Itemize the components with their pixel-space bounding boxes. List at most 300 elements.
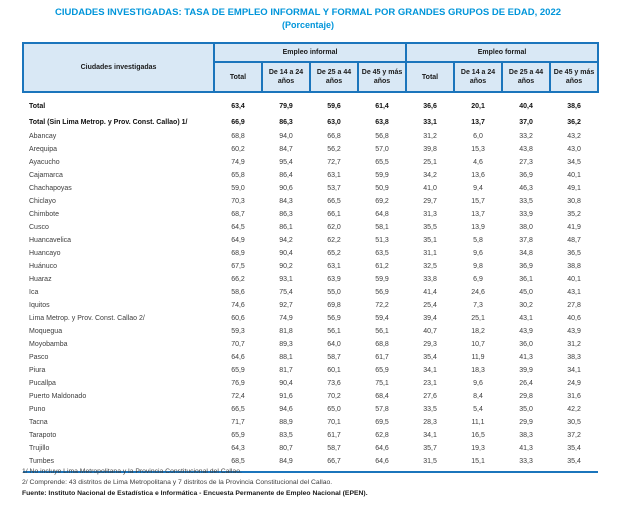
cell-value: 59,6 <box>327 102 341 110</box>
cell-value: 28,3 <box>423 419 437 426</box>
row-label: Tumbes <box>23 455 214 472</box>
cell-value: 29,7 <box>423 198 437 205</box>
cell-value: 56,9 <box>375 289 389 296</box>
row-label: Tarapoto <box>29 432 57 439</box>
cell-value: 35,2 <box>567 211 581 218</box>
cell-value: 65,2 <box>327 250 341 257</box>
cell-value: 34,1 <box>567 367 581 374</box>
cell-value: 15,1 <box>454 455 502 472</box>
cell-value: 43,1 <box>519 315 533 322</box>
cell-value: 73,6 <box>327 380 341 387</box>
column-header-0-1: De 14 a 24 años <box>262 62 310 92</box>
cell-value: 36,9 <box>519 172 533 179</box>
group-header-1: Empleo formal <box>406 43 598 62</box>
cell-value: 4,6 <box>473 159 483 166</box>
cell-value: 72,4 <box>231 393 245 400</box>
cell-value: 80,7 <box>279 445 293 452</box>
cell-value: 63,4 <box>231 102 245 110</box>
cell-value: 53,7 <box>327 185 341 192</box>
cell-value: 31,5 <box>406 455 454 472</box>
table-row <box>23 260 598 273</box>
cell-value: 81,8 <box>279 328 293 335</box>
cell-value: 9,8 <box>473 263 483 270</box>
cell-value: 86,1 <box>279 224 293 231</box>
table-row <box>23 208 598 221</box>
column-header-0-3: De 45 y más años <box>358 62 406 92</box>
row-label: Piura <box>29 367 46 374</box>
table-row <box>23 286 598 299</box>
cell-value: 15,7 <box>471 198 485 205</box>
cell-value: 36,5 <box>567 250 581 257</box>
table-row <box>23 442 598 455</box>
cell-value: 65,9 <box>375 367 389 374</box>
cell-value: 86,3 <box>279 211 293 218</box>
cell-value: 89,3 <box>279 341 293 348</box>
cell-value: 43,9 <box>519 328 533 335</box>
cell-value: 46,3 <box>519 185 533 192</box>
cell-value: 58,7 <box>327 445 341 452</box>
group-header-0: Empleo informal <box>214 43 406 62</box>
cell-value: 34,8 <box>519 250 533 257</box>
cell-value: 66,9 <box>231 118 245 126</box>
cell-value: 74,9 <box>279 315 293 322</box>
cell-value: 64,9 <box>231 237 245 244</box>
column-header-1-3: De 45 y más años <box>550 62 598 92</box>
cell-value: 26,4 <box>519 380 533 387</box>
cell-value: 11,1 <box>471 419 485 426</box>
cell-value: 64,5 <box>231 224 245 231</box>
table-row <box>23 364 598 377</box>
cell-value: 37,2 <box>567 432 581 439</box>
cell-value: 35,4 <box>423 354 437 361</box>
cell-value: 33,5 <box>519 198 533 205</box>
cell-value: 65,8 <box>231 172 245 179</box>
cell-value: 25,1 <box>471 315 485 322</box>
cell-value: 72,2 <box>375 302 389 309</box>
page-title: CIUDADES INVESTIGADAS: TASA DE EMPLEO INFORMAL Y FORMAL POR GRANDES GRUPOS DE EDAD, 2022 <box>54 7 562 18</box>
cell-value: 48,7 <box>567 237 581 244</box>
cell-value: 41,3 <box>519 445 533 452</box>
cell-value: 70,2 <box>327 393 341 400</box>
cell-value: 29,3 <box>423 341 437 348</box>
cell-value: 9,4 <box>473 185 483 192</box>
cell-value: 65,9 <box>231 367 245 374</box>
cell-value: 41,3 <box>519 354 533 361</box>
cell-value: 56,1 <box>375 328 389 335</box>
table-row <box>23 416 598 429</box>
cell-value: 34,1 <box>423 432 437 439</box>
cell-value: 64,3 <box>231 445 245 452</box>
cell-value: 31,6 <box>567 393 581 400</box>
cell-value: 58,6 <box>231 289 245 296</box>
cell-value: 66,8 <box>327 133 341 140</box>
cell-value: 64,8 <box>375 211 389 218</box>
row-label: Ica <box>29 289 39 296</box>
row-label: Iquitos <box>29 302 50 309</box>
title-block <box>0 7 616 31</box>
table-row <box>23 92 598 114</box>
cell-value: 35,4 <box>567 445 581 452</box>
table-row <box>23 234 598 247</box>
cell-value: 27,3 <box>519 159 533 166</box>
cell-value: 9,6 <box>473 380 483 387</box>
cell-value: 30,5 <box>567 419 581 426</box>
cell-value: 86,3 <box>279 118 293 126</box>
cell-value: 86,4 <box>279 172 293 179</box>
cell-value: 7,3 <box>473 302 483 309</box>
cell-value: 5,4 <box>473 406 483 413</box>
cell-value: 23,1 <box>423 380 437 387</box>
cell-value: 55,0 <box>327 289 341 296</box>
cell-value: 84,3 <box>279 198 293 205</box>
cell-value: 37,0 <box>519 118 533 126</box>
table-row <box>23 273 598 286</box>
cell-value: 33,8 <box>423 276 437 283</box>
table-row <box>23 299 598 312</box>
cell-value: 40,1 <box>567 172 581 179</box>
row-label: Cajamarca <box>29 172 63 179</box>
cell-value: 75,4 <box>279 289 293 296</box>
cell-value: 36,1 <box>519 276 533 283</box>
cell-value: 35,5 <box>423 224 437 231</box>
cell-value: 40,4 <box>519 102 533 110</box>
cell-value: 39,8 <box>423 146 437 153</box>
row-label: Lima Metrop. y Prov. Const. Callao 2/ <box>29 315 145 322</box>
cell-value: 62,0 <box>327 224 341 231</box>
cell-value: 13,9 <box>471 224 485 231</box>
cell-value: 33,9 <box>519 211 533 218</box>
cell-value: 66,5 <box>327 198 341 205</box>
table-row <box>23 195 598 208</box>
cell-value: 29,9 <box>519 419 533 426</box>
table-row <box>23 338 598 351</box>
row-label: Chiclayo <box>29 198 56 205</box>
cell-value: 36,0 <box>519 341 533 348</box>
cell-value: 57,0 <box>375 146 389 153</box>
row-label: Moquegua <box>29 328 63 335</box>
cell-value: 94,2 <box>279 237 293 244</box>
row-label: Abancay <box>29 133 57 140</box>
cell-value: 56,8 <box>375 133 389 140</box>
cell-value: 63,1 <box>327 172 341 179</box>
cell-value: 79,9 <box>279 102 293 110</box>
cell-value: 13,7 <box>471 211 485 218</box>
cell-value: 68,8 <box>231 133 245 140</box>
cell-value: 34,2 <box>423 172 437 179</box>
cell-value: 75,1 <box>375 380 389 387</box>
cell-value: 60,6 <box>231 315 245 322</box>
cell-value: 69,8 <box>327 302 341 309</box>
row-header-cell: Ciudades investigadas <box>23 43 214 92</box>
cell-value: 62,8 <box>375 432 389 439</box>
table-row <box>23 169 598 182</box>
table-row <box>23 247 598 260</box>
cell-value: 64,6 <box>231 354 245 361</box>
row-label: Ayacucho <box>29 159 60 166</box>
cell-value: 24,9 <box>567 380 581 387</box>
cell-value: 33,3 <box>502 455 550 472</box>
cell-value: 66,1 <box>327 211 341 218</box>
cell-value: 72,7 <box>327 159 341 166</box>
cell-value: 43,0 <box>567 146 581 153</box>
cell-value: 56,9 <box>327 315 341 322</box>
row-label: Total (Sin Lima Metrop. y Prov. Const. Callao) 1/ <box>29 118 188 126</box>
cell-value: 68,8 <box>375 341 389 348</box>
cell-value: 59,9 <box>375 276 389 283</box>
cell-value: 65,5 <box>375 159 389 166</box>
cell-value: 38,8 <box>567 263 581 270</box>
cell-value: 13,6 <box>471 172 485 179</box>
cell-value: 94,0 <box>279 133 293 140</box>
column-header-1-0: Total <box>406 62 454 92</box>
cell-value: 10,7 <box>471 341 485 348</box>
cell-value: 57,8 <box>375 406 389 413</box>
cell-value: 41,9 <box>567 224 581 231</box>
cell-value: 63,9 <box>327 276 341 283</box>
cell-value: 38,3 <box>567 354 581 361</box>
cell-value: 41,4 <box>423 289 437 296</box>
cell-value: 40,6 <box>567 315 581 322</box>
row-label: Pasco <box>29 354 49 361</box>
row-label: Huaraz <box>29 276 52 283</box>
row-label: Puerto Maldonado <box>29 393 87 400</box>
cell-value: 30,8 <box>567 198 581 205</box>
cell-value: 63,8 <box>375 118 389 126</box>
footnote-1: 1/ No incluye Lima Metropolitana y la Provincia Constitucional del Callao. <box>22 468 242 475</box>
cell-value: 16,5 <box>471 432 485 439</box>
cell-value: 63,0 <box>327 118 341 126</box>
cell-value: 33,2 <box>519 133 533 140</box>
cell-value: 64,6 <box>375 445 389 452</box>
cell-value: 56,2 <box>327 146 341 153</box>
cell-value: 66,2 <box>231 276 245 283</box>
cell-value: 40,7 <box>423 328 437 335</box>
cell-value: 20,1 <box>471 102 485 110</box>
cell-value: 59,3 <box>231 328 245 335</box>
cell-value: 91,6 <box>279 393 293 400</box>
cell-value: 68,9 <box>231 250 245 257</box>
cell-value: 19,3 <box>471 445 485 452</box>
cell-value: 67,5 <box>231 263 245 270</box>
row-label: Pucallpa <box>29 380 56 387</box>
cell-value: 49,1 <box>567 185 581 192</box>
cell-value: 64,6 <box>358 455 406 472</box>
cell-value: 50,9 <box>375 185 389 192</box>
cell-value: 90,6 <box>279 185 293 192</box>
cell-value: 33,5 <box>423 406 437 413</box>
table-row <box>23 390 598 403</box>
table-row <box>23 403 598 416</box>
cell-value: 66,5 <box>231 406 245 413</box>
cell-value: 74,9 <box>231 159 245 166</box>
cell-value: 25,4 <box>423 302 437 309</box>
cell-value: 29,8 <box>519 393 533 400</box>
cell-value: 61,7 <box>375 354 389 361</box>
cell-value: 32,5 <box>423 263 437 270</box>
cell-value: 8,4 <box>473 393 483 400</box>
row-label: Arequipa <box>29 146 58 153</box>
cell-value: 31,3 <box>423 211 437 218</box>
cell-value: 31,1 <box>423 250 437 257</box>
cell-value: 71,7 <box>231 419 245 426</box>
cell-value: 5,8 <box>473 237 483 244</box>
table-body <box>23 92 598 472</box>
cell-value: 76,9 <box>231 380 245 387</box>
column-header-1-2: De 25 a 44 años <box>502 62 550 92</box>
row-label: Tacna <box>29 419 48 426</box>
cell-value: 25,1 <box>423 159 437 166</box>
data-table <box>22 42 599 473</box>
source-note: Fuente: Instituto Nacional de Estadística e Informática - Encuesta Permanente de Empleo Nacional (EPEN). <box>22 490 368 497</box>
footnote-2: 2/ Comprende: 43 distritos de Lima Metropolitana y 7 distritos de la Provincia Constitucional del Callao. <box>22 479 333 486</box>
cell-value: 56,1 <box>327 328 341 335</box>
cell-value: 92,7 <box>279 302 293 309</box>
row-label: Moyobamba <box>29 341 68 348</box>
cell-value: 43,9 <box>567 328 581 335</box>
cell-value: 58,1 <box>375 224 389 231</box>
cell-value: 24,6 <box>471 289 485 296</box>
cell-value: 51,3 <box>375 237 389 244</box>
cell-value: 81,7 <box>279 367 293 374</box>
table-row <box>23 377 598 390</box>
cell-value: 36,6 <box>423 102 437 110</box>
cell-value: 27,6 <box>423 393 437 400</box>
cell-value: 6,0 <box>473 133 483 140</box>
cell-value: 9,6 <box>473 250 483 257</box>
cell-value: 15,3 <box>471 146 485 153</box>
cell-value: 58,7 <box>327 354 341 361</box>
row-label: Trujillo <box>29 445 50 452</box>
cell-value: 34,1 <box>423 367 437 374</box>
cell-value: 65,9 <box>231 432 245 439</box>
cell-value: 45,0 <box>519 289 533 296</box>
cell-value: 18,3 <box>471 367 485 374</box>
row-label: Huancavelica <box>29 237 72 244</box>
cell-value: 66,7 <box>310 455 358 472</box>
cell-value: 43,2 <box>567 133 581 140</box>
cell-value: 38,6 <box>567 102 581 110</box>
table-row <box>23 114 598 130</box>
table-row <box>23 130 598 143</box>
cell-value: 61,7 <box>327 432 341 439</box>
column-header-0-0: Total <box>214 62 262 92</box>
cell-value: 70,7 <box>231 341 245 348</box>
cell-value: 84,7 <box>279 146 293 153</box>
cell-value: 13,7 <box>471 118 485 126</box>
cell-value: 70,1 <box>327 419 341 426</box>
row-label: Total <box>29 102 46 110</box>
cell-value: 69,2 <box>375 198 389 205</box>
cell-value: 39,4 <box>423 315 437 322</box>
cell-value: 60,1 <box>327 367 341 374</box>
column-header-1-1: De 14 a 24 años <box>454 62 502 92</box>
cell-value: 38,3 <box>519 432 533 439</box>
column-header-0-2: De 25 a 44 años <box>310 62 358 92</box>
cell-value: 68,5 <box>214 455 262 472</box>
cell-value: 38,0 <box>519 224 533 231</box>
table-row <box>23 429 598 442</box>
cell-value: 35,0 <box>519 406 533 413</box>
cell-value: 33,1 <box>423 118 437 126</box>
row-label: Huancayo <box>29 250 61 257</box>
cell-value: 31,2 <box>567 341 581 348</box>
cell-value: 36,9 <box>519 263 533 270</box>
footnotes-block <box>22 466 610 499</box>
cell-value: 31,2 <box>423 133 437 140</box>
cell-value: 35,7 <box>423 445 437 452</box>
cell-value: 59,4 <box>375 315 389 322</box>
table-row <box>23 351 598 364</box>
cell-value: 90,4 <box>279 380 293 387</box>
cell-value: 83,5 <box>279 432 293 439</box>
row-label: Puno <box>29 406 46 413</box>
row-label: Cusco <box>29 224 49 231</box>
cell-value: 90,4 <box>279 250 293 257</box>
table-header <box>23 43 598 92</box>
cell-value: 95,4 <box>279 159 293 166</box>
cell-value: 70,3 <box>231 198 245 205</box>
cell-value: 88,9 <box>279 419 293 426</box>
cell-value: 61,2 <box>375 263 389 270</box>
cell-value: 61,4 <box>375 102 389 110</box>
cell-value: 62,2 <box>327 237 341 244</box>
cell-value: 88,1 <box>279 354 293 361</box>
cell-value: 11,9 <box>471 354 485 361</box>
table-row <box>23 143 598 156</box>
cell-value: 74,6 <box>231 302 245 309</box>
cell-value: 63,5 <box>375 250 389 257</box>
table-row <box>23 156 598 169</box>
cell-value: 69,5 <box>375 419 389 426</box>
cell-value: 35,4 <box>550 455 598 472</box>
row-label: Huánuco <box>29 263 58 270</box>
table-row <box>23 182 598 195</box>
cell-value: 94,6 <box>279 406 293 413</box>
cell-value: 34,5 <box>567 159 581 166</box>
page-subtitle: (Porcentaje) <box>281 20 334 30</box>
cell-value: 68,4 <box>375 393 389 400</box>
cell-value: 35,1 <box>423 237 437 244</box>
cell-value: 39,9 <box>519 367 533 374</box>
row-label: Chachapoyas <box>29 185 72 192</box>
cell-value: 59,0 <box>231 185 245 192</box>
cell-value: 40,1 <box>567 276 581 283</box>
cell-value: 63,1 <box>327 263 341 270</box>
table-row <box>23 221 598 234</box>
cell-value: 60,2 <box>231 146 245 153</box>
cell-value: 30,2 <box>519 302 533 309</box>
cell-value: 36,2 <box>567 118 581 126</box>
row-label: Chimbote <box>29 211 59 218</box>
cell-value: 68,7 <box>231 211 245 218</box>
cell-value: 59,9 <box>375 172 389 179</box>
table-row <box>23 312 598 325</box>
cell-value: 27,8 <box>567 302 581 309</box>
cell-value: 65,0 <box>327 406 341 413</box>
table-row <box>23 325 598 338</box>
cell-value: 41,0 <box>423 185 437 192</box>
cell-value: 64,0 <box>327 341 341 348</box>
cell-value: 37,8 <box>519 237 533 244</box>
cell-value: 43,8 <box>519 146 533 153</box>
cell-value: 6,9 <box>473 276 483 283</box>
cell-value: 42,2 <box>567 406 581 413</box>
cell-value: 84,9 <box>262 455 310 472</box>
cell-value: 43,1 <box>567 289 581 296</box>
cell-value: 90,2 <box>279 263 293 270</box>
cell-value: 18,2 <box>471 328 485 335</box>
cell-value: 93,1 <box>279 276 293 283</box>
